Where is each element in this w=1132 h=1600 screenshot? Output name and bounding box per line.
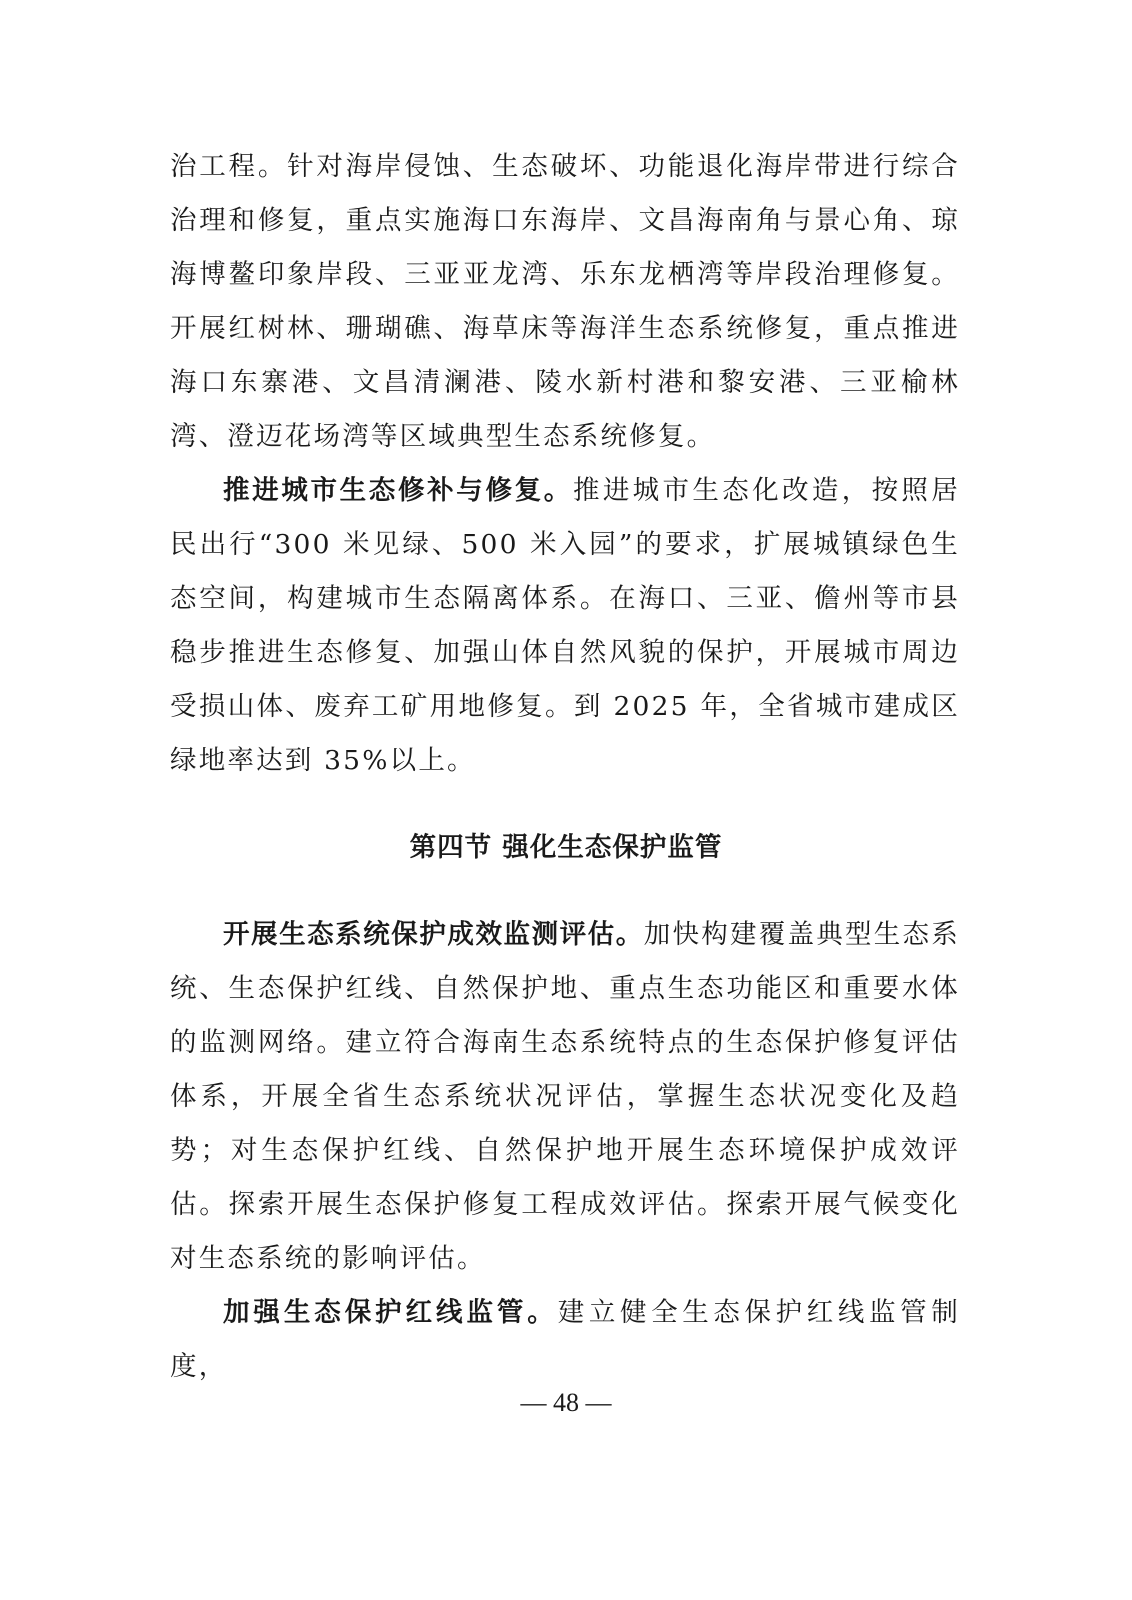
monitoring-paragraph [170, 908, 960, 1286]
redline-text: 建立健全生态保护红线监管制度， [170, 1297, 960, 1382]
continuation-text: 治工程。针对海岸侵蚀、生态破坏、功能退化海岸带进行综合治理和修复，重点实施海口东海岸、文昌海南角与景心角、琼海博鳌印象岸段、三亚亚龙湾、乐东龙栖湾等岸段治理修复。开展红树林、珊瑚礁、海草床等海洋生态系统修复，重点推进海口东寨港、文昌清澜港、陵水新村港和黎安港、三亚榆林湾、澄迈花场湾等区域典型生态系统修复。 [170, 151, 960, 452]
section-heading: 第四节 强化生态保护监管 [409, 832, 723, 863]
urban-restoration-text: 推进城市生态化改造，按照居民出行“300 米见绿、500 米入园”的要求，扩展城镇绿色生态空间，构建城市生态隔离体系。在海口、三亚、儋州等市县稳步推进生态修复、加强山体自然风貌的保护，开展城市周边受损山体、废弃工矿用地修复。到 2025 年，全省城市建成区绿地率达到 35%以上。 [170, 475, 960, 776]
monitoring-lead: 开展生态系统保护成效监测评估。 [223, 919, 644, 950]
urban-restoration-paragraph [170, 464, 960, 788]
body-block-lower [170, 908, 960, 1394]
page-number: — 48 — [520, 1388, 612, 1417]
redline-lead: 加强生态保护红线监管。 [223, 1297, 558, 1328]
body-block-upper [170, 140, 960, 788]
urban-restoration-lead: 推进城市生态修补与修复。 [223, 475, 573, 506]
monitoring-text: 加快构建覆盖典型生态系统、生态保护红线、自然保护地、重点生态功能区和重要水体的监测网络。建立符合海南生态系统特点的生态保护修复评估体系，开展全省生态系统状况评估，掌握生态状况变化及趋势；对生态保护红线、自然保护地开展生态环境保护成效评估。探索开展生态保护修复工程成效评估。探索开展气候变化对生态系统的影响评估。 [170, 919, 960, 1274]
redline-paragraph [170, 1286, 960, 1394]
continuation-paragraph [170, 140, 960, 464]
